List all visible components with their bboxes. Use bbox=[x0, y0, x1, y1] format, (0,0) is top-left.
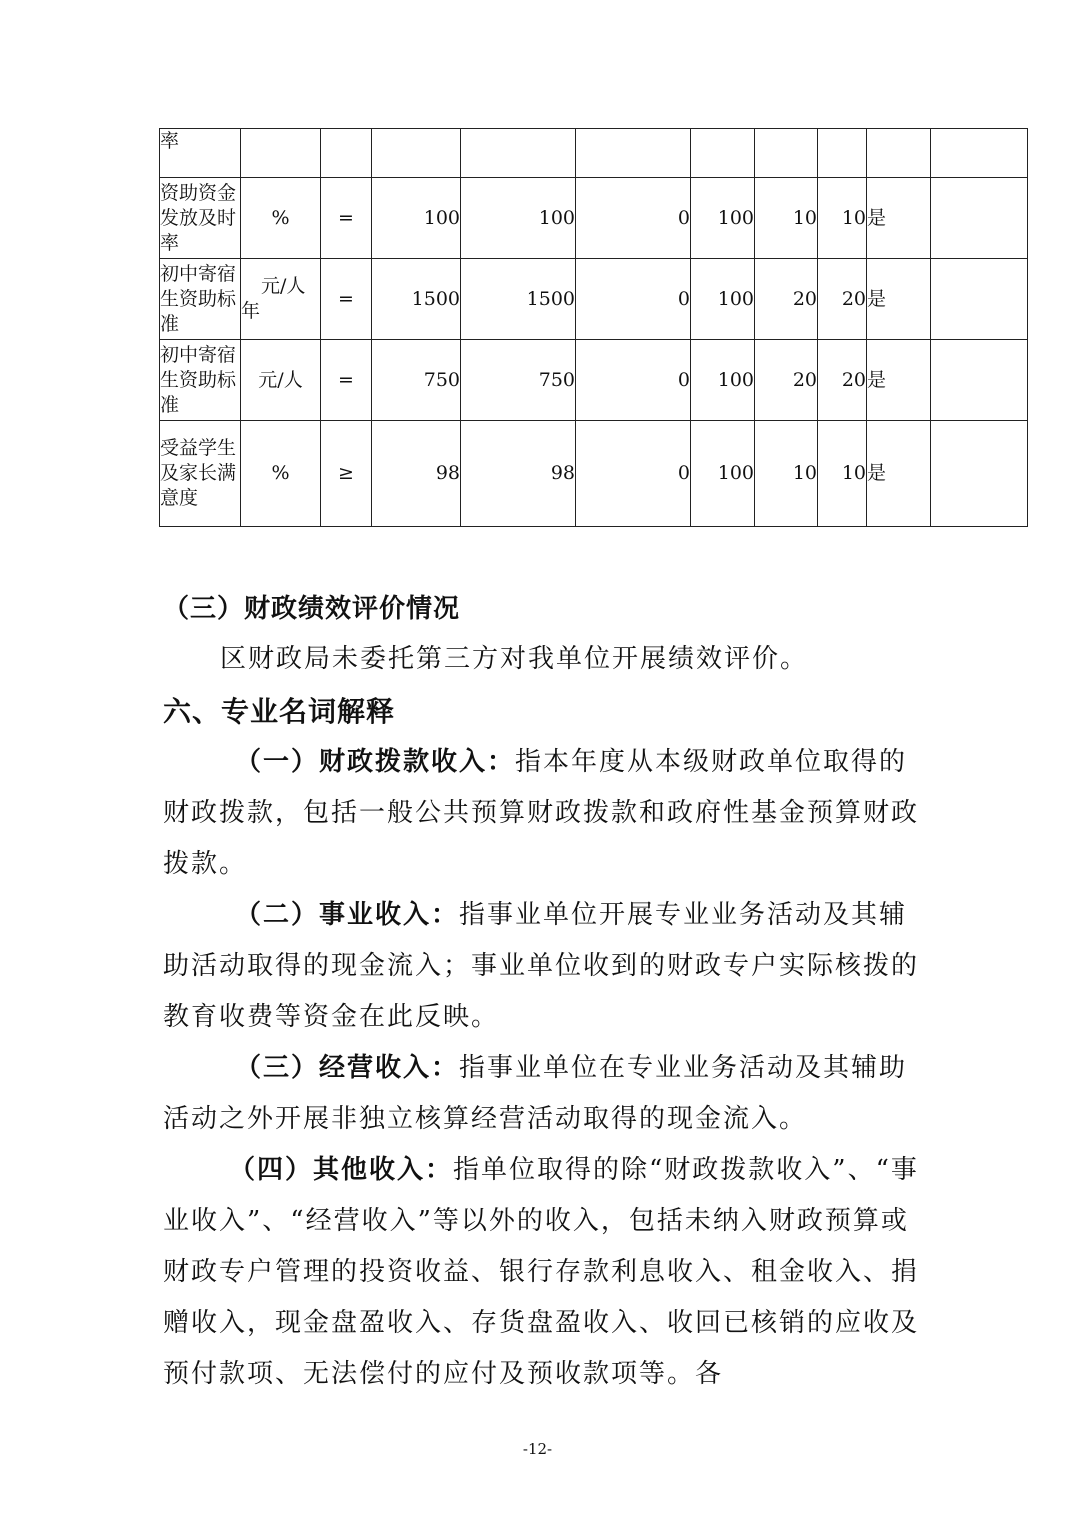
section3-heading: （三）财政绩效评价情况 bbox=[163, 594, 461, 624]
indicator-cell: 初中寄宿生资助标准 bbox=[160, 259, 241, 340]
symbol-cell: = bbox=[321, 259, 372, 340]
page-number: -12- bbox=[522, 1440, 553, 1458]
table-row bbox=[160, 129, 1028, 178]
actual-cell: 100 bbox=[461, 178, 576, 259]
target-cell: 1500 bbox=[372, 259, 461, 340]
target-cell: 750 bbox=[372, 340, 461, 421]
indicator-cell: 初中寄宿生资助标准 bbox=[160, 340, 241, 421]
score-cell: 10 bbox=[818, 421, 867, 527]
term-paragraph bbox=[163, 1145, 923, 1400]
symbol-cell: ≥ bbox=[321, 421, 372, 527]
weight-cell bbox=[755, 129, 818, 178]
diff-cell: 0 bbox=[576, 259, 691, 340]
met-cell: 是 bbox=[867, 178, 931, 259]
symbol-cell bbox=[321, 129, 372, 178]
unit-cell bbox=[241, 259, 321, 340]
met-cell: 是 bbox=[867, 421, 931, 527]
weight-cell: 10 bbox=[755, 421, 818, 527]
indicator-cell: 受益学生及家长满意度 bbox=[160, 421, 241, 527]
met-cell: 是 bbox=[867, 340, 931, 421]
actual-cell bbox=[461, 129, 576, 178]
term-text: 指事业单位在专业业务活动及其辅助活动之外开展非独立核算经营活动取得的现金流入。 bbox=[163, 1053, 908, 1134]
met-cell: 是 bbox=[867, 259, 931, 340]
diff-cell: 0 bbox=[576, 340, 691, 421]
note-cell bbox=[931, 129, 1028, 178]
section3-body: 区财政局未委托第三方对我单位开展绩效评价。 bbox=[220, 644, 809, 674]
term-text: 指事业单位开展专业业务活动及其辅助活动取得的现金流入；事业单位收到的财政专户实际核拨的教育收费等资金在此反映。 bbox=[163, 900, 920, 1032]
rate-cell: 100 bbox=[691, 340, 755, 421]
met-cell bbox=[867, 129, 931, 178]
rate-cell: 100 bbox=[691, 178, 755, 259]
unit-cell: % bbox=[241, 178, 321, 259]
note-cell bbox=[931, 178, 1028, 259]
diff-cell: 0 bbox=[576, 178, 691, 259]
actual-cell: 750 bbox=[461, 340, 576, 421]
term-paragraph bbox=[163, 737, 923, 890]
note-cell bbox=[931, 259, 1028, 340]
unit-cell: 元/人 bbox=[241, 340, 321, 421]
target-cell: 100 bbox=[372, 178, 461, 259]
actual-cell: 98 bbox=[461, 421, 576, 527]
section6-heading: 六、专业名词解释 bbox=[163, 695, 396, 728]
score-cell: 10 bbox=[818, 178, 867, 259]
score-cell: 20 bbox=[818, 340, 867, 421]
symbol-cell: = bbox=[321, 178, 372, 259]
unit-cell: % bbox=[241, 421, 321, 527]
term-text: 指单位取得的除“财政拨款收入”、“事业收入”、“经营收入”等以外的收入，包括未纳入财政预算或财政专户管理的投资收益、银行存款利息收入、租金收入、捐赠收入，现金盘盈收入、存货盘盈收入、收回已核销的应收及预付款项、无法偿付的应付及预收款项等。各 bbox=[163, 1155, 920, 1389]
indicator-cell: 率 bbox=[160, 129, 241, 178]
table-row bbox=[160, 340, 1028, 421]
unit-cell bbox=[241, 129, 321, 178]
rate-cell: 100 bbox=[691, 421, 755, 527]
weight-cell: 20 bbox=[755, 259, 818, 340]
term-paragraph bbox=[163, 890, 923, 1043]
weight-cell: 10 bbox=[755, 178, 818, 259]
rate-cell: 100 bbox=[691, 259, 755, 340]
score-cell: 20 bbox=[818, 259, 867, 340]
term-text: 指本年度从本级财政单位取得的财政拨款，包括一般公共预算财政拨款和政府性基金预算财政拨款。 bbox=[163, 747, 920, 879]
weight-cell: 20 bbox=[755, 340, 818, 421]
score-cell bbox=[818, 129, 867, 178]
target-cell bbox=[372, 129, 461, 178]
note-cell bbox=[931, 421, 1028, 527]
term-label: （一）财政拨款收入： bbox=[235, 747, 516, 777]
diff-cell bbox=[576, 129, 691, 178]
diff-cell: 0 bbox=[576, 421, 691, 527]
note-cell bbox=[931, 340, 1028, 421]
table-row bbox=[160, 421, 1028, 527]
indicator-cell: 资助资金发放及时率 bbox=[160, 178, 241, 259]
target-cell: 98 bbox=[372, 421, 461, 527]
symbol-cell: = bbox=[321, 340, 372, 421]
table-row bbox=[160, 259, 1028, 340]
term-label: （四）其他收入： bbox=[229, 1155, 454, 1185]
unit-line: 年 bbox=[241, 300, 261, 322]
table-row bbox=[160, 178, 1028, 259]
unit-line: 元/人 bbox=[261, 275, 306, 297]
term-label: （二）事业收入： bbox=[235, 900, 460, 930]
performance-table bbox=[159, 128, 1028, 527]
actual-cell: 1500 bbox=[461, 259, 576, 340]
term-label: （三）经营收入： bbox=[235, 1053, 460, 1083]
term-paragraph bbox=[163, 1043, 923, 1145]
rate-cell bbox=[691, 129, 755, 178]
